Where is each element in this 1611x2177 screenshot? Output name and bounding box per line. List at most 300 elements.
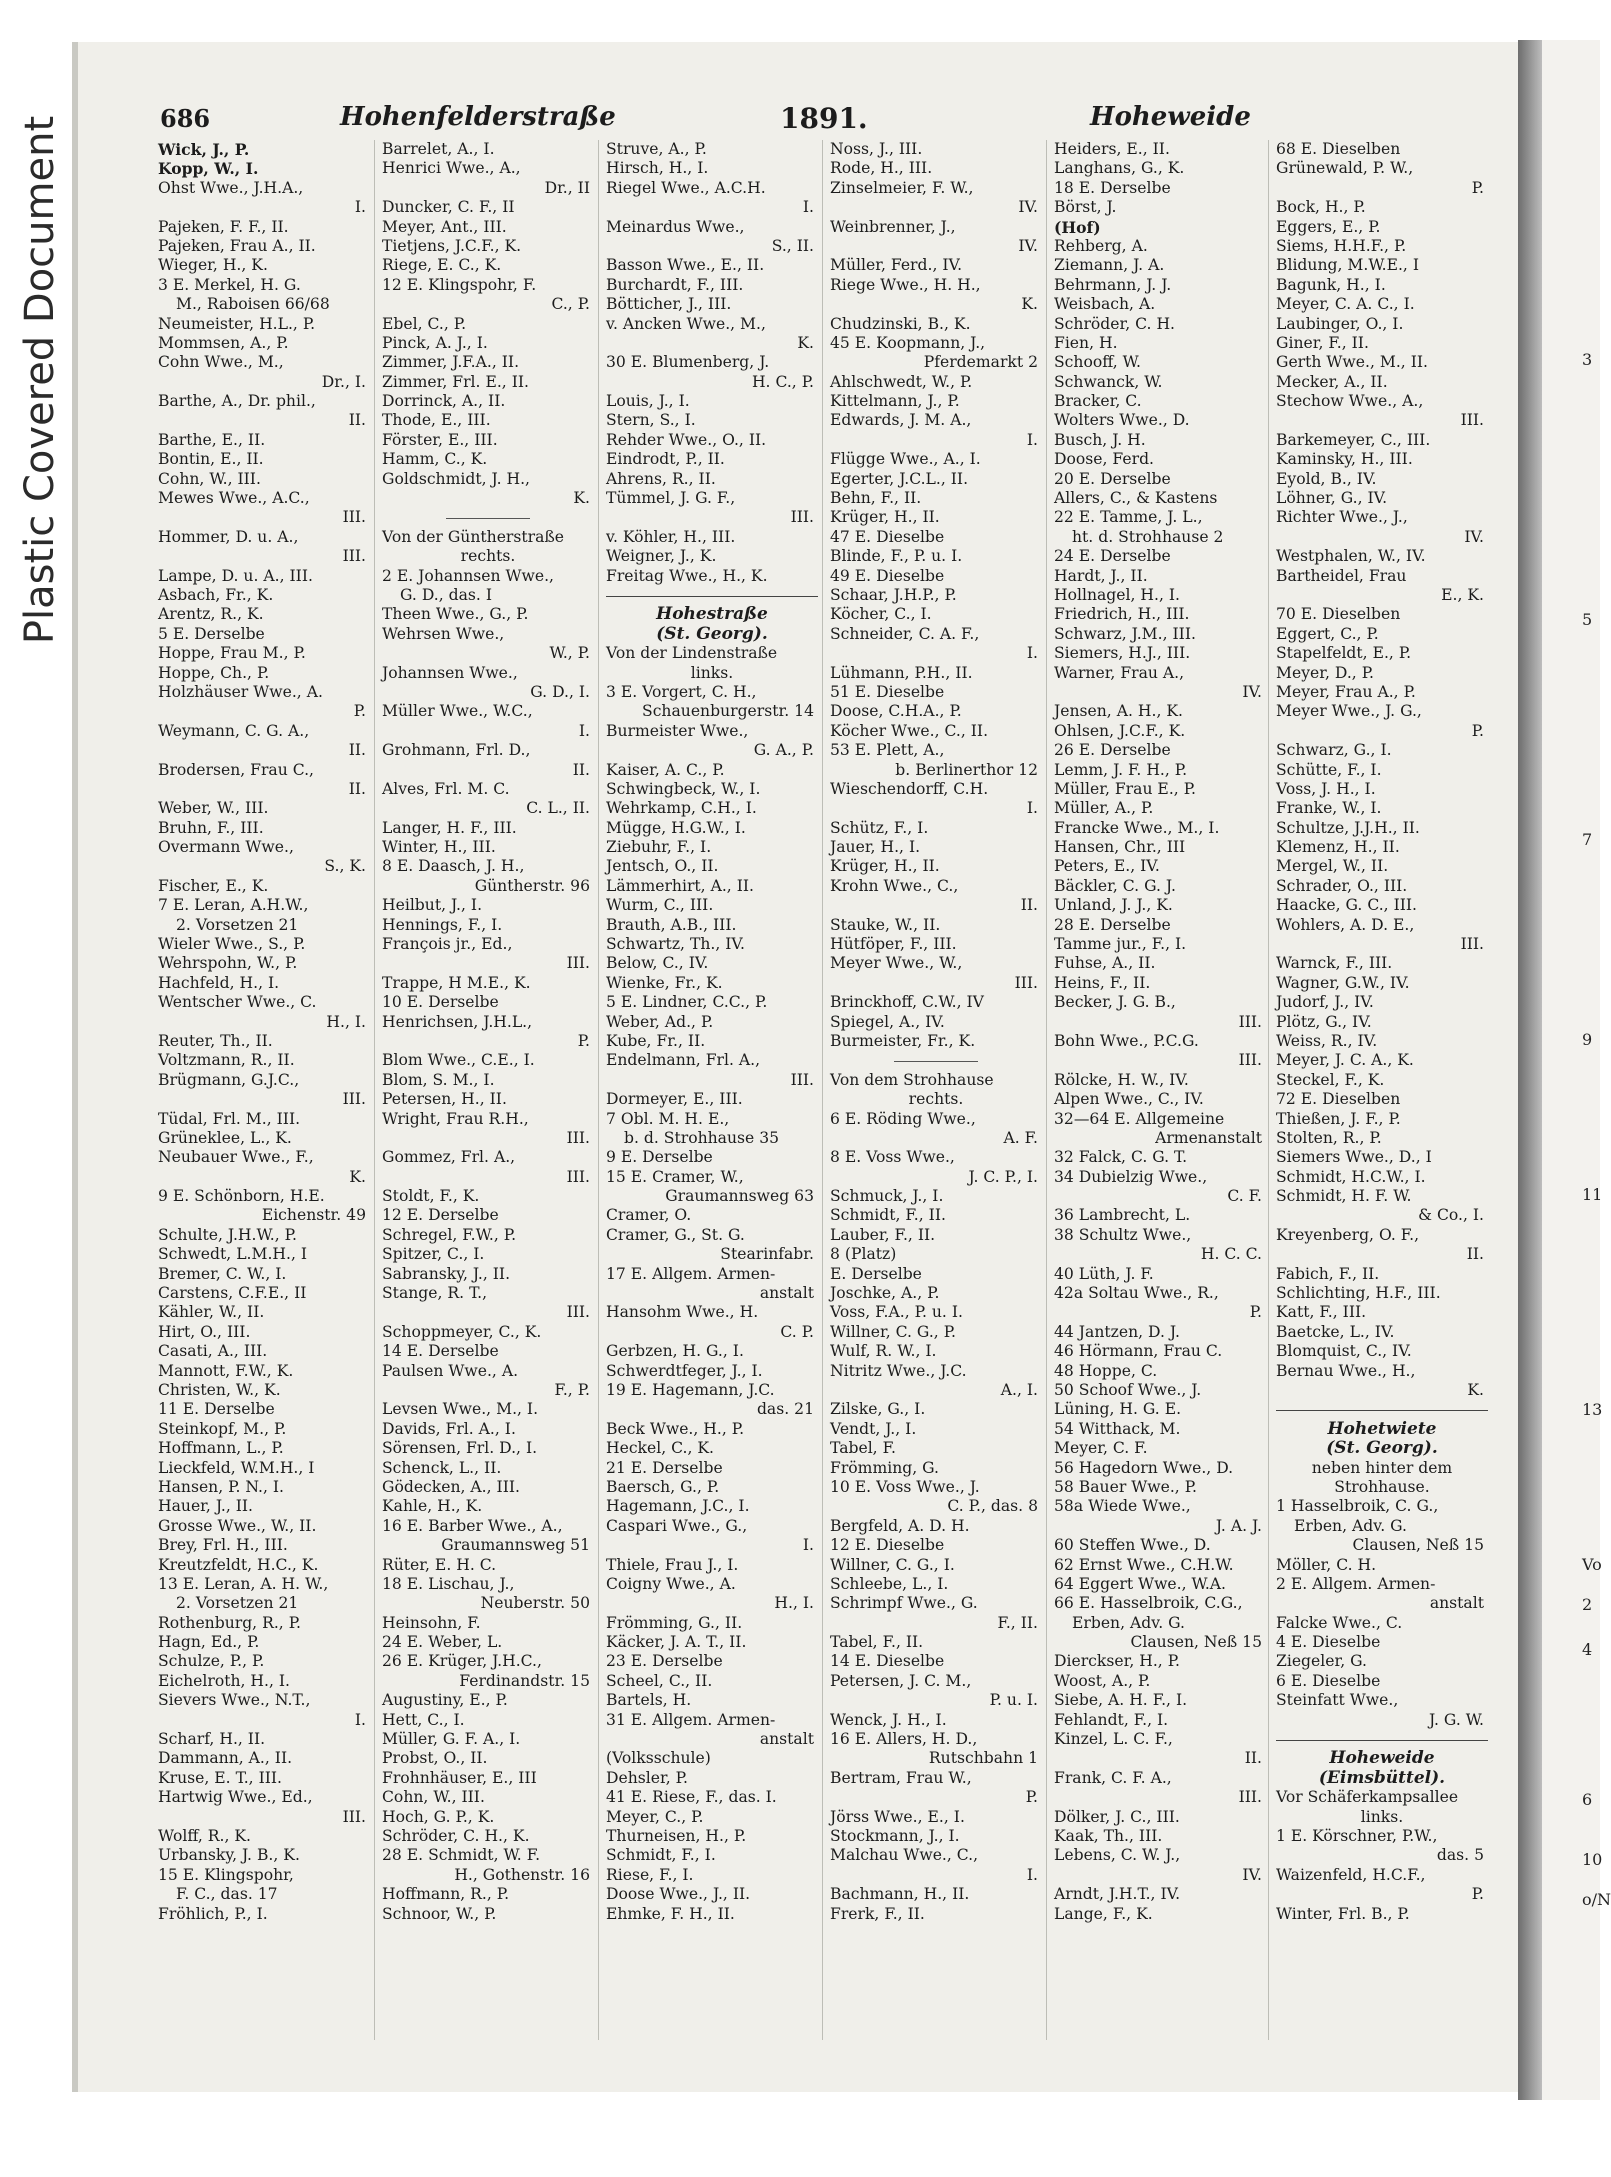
directory-entry: Schwarz, J.M., III. xyxy=(1054,624,1196,643)
directory-entry: Schwerdtfeger, J., I. xyxy=(606,1361,763,1380)
directory-entry: III. xyxy=(566,1303,590,1322)
directory-entry: Riese, F., I. xyxy=(606,1865,694,1884)
directory-column-2 xyxy=(382,140,594,2100)
directory-entry: Hütföper, F., III. xyxy=(830,935,957,954)
directory-entry: rechts. xyxy=(460,547,516,566)
directory-entry: 7 Obl. M. H. E., xyxy=(606,1109,730,1128)
street-heading: (Eimsbüttel). xyxy=(1318,1767,1446,1788)
directory-entry: Eichelroth, H., I. xyxy=(158,1671,291,1690)
directory-entry: S., II. xyxy=(771,236,814,255)
adjacent-page-number: 11 xyxy=(1582,1185,1603,1204)
directory-entry: Hennings, F., I. xyxy=(382,915,503,934)
directory-entry: Tamme jur., F., I. xyxy=(1054,935,1187,954)
directory-entry: 30 E. Blumenberg, J. xyxy=(606,353,770,372)
directory-entry: Bergfeld, A. D. H. xyxy=(830,1516,970,1535)
directory-entry: 53 E. Plett, A., xyxy=(830,741,945,760)
directory-entry: Rölcke, H. W., IV. xyxy=(1054,1070,1189,1089)
directory-entry: Kube, Fr., II. xyxy=(606,1031,706,1050)
directory-entry: Bartheidel, Frau xyxy=(1276,566,1407,585)
directory-entry: v. Ancken Wwe., M., xyxy=(606,314,766,333)
directory-entry: Schrader, O., III. xyxy=(1276,876,1408,895)
directory-entry: 64 Eggert Wwe., W.A. xyxy=(1054,1574,1227,1593)
directory-entry: Rüter, E. H. C. xyxy=(382,1555,497,1574)
directory-entry: Urbansky, J. B., K. xyxy=(158,1846,300,1865)
directory-entry: Hett, C., I. xyxy=(382,1710,465,1729)
directory-entry: Schröder, C. H. xyxy=(1054,314,1176,333)
directory-entry: Frohnhäuser, E., III xyxy=(382,1768,537,1787)
directory-entry: 62 Ernst Wwe., C.H.W. xyxy=(1054,1555,1234,1574)
directory-entry: Bachmann, H., II. xyxy=(830,1885,970,1904)
adjacent-page-number: 13 xyxy=(1582,1400,1603,1419)
directory-entry: A., I. xyxy=(1000,1381,1038,1399)
directory-entry: Judorf, J., IV. xyxy=(1276,993,1374,1012)
directory-entry: 13 E. Leran, A. H. W., xyxy=(158,1574,329,1593)
sidebar-label: Plastic Covered Document xyxy=(17,115,63,645)
directory-entry: anstalt xyxy=(1429,1594,1484,1613)
directory-entry: H., I. xyxy=(326,1012,366,1031)
directory-entry: Sörensen, Frl. D., I. xyxy=(382,1439,538,1458)
directory-entry: Egerter, J.C.L., II. xyxy=(830,469,969,488)
directory-entry: Doose, Ferd. xyxy=(1054,450,1155,469)
directory-entry: Waizenfeld, H.C.F., xyxy=(1276,1865,1426,1884)
directory-entry: Zilske, G., I. xyxy=(830,1400,926,1419)
directory-entry: 9 E. Derselbe xyxy=(606,1148,713,1167)
directory-entry: 2. Vorsetzen 21 xyxy=(176,915,299,934)
directory-entry: Neubauer Wwe., F., xyxy=(158,1148,314,1167)
directory-entry: Cohn, W., III. xyxy=(158,469,261,488)
adjacent-page-number: 10 xyxy=(1582,1850,1603,1869)
directory-entry: v. Köhler, H., III. xyxy=(606,527,736,546)
directory-entry: Eggers, E., P. xyxy=(1276,217,1381,236)
directory-entry: Krüger, H., II. xyxy=(830,857,940,876)
directory-entry: Heilbut, J., I. xyxy=(382,896,483,915)
directory-entry: Blidung, M.W.E., I xyxy=(1276,256,1419,275)
directory-entry: J. A. J. xyxy=(1215,1516,1262,1535)
directory-entry: Heckel, C., K. xyxy=(606,1439,714,1458)
directory-entry: Busch, J. H. xyxy=(1054,430,1146,449)
directory-entry: Neumeister, H.L., P. xyxy=(158,314,316,333)
directory-entry: Krüger, H., II. xyxy=(830,508,940,527)
directory-entry: P. xyxy=(577,1031,590,1050)
directory-entry: Fien, H. xyxy=(1054,333,1118,352)
directory-entry: Gerth Wwe., M., II. xyxy=(1276,353,1428,372)
directory-entry: A. F. xyxy=(1003,1128,1038,1147)
directory-entry: Clausen, Neß 15 xyxy=(1130,1633,1262,1652)
directory-entry: Ohlsen, J.C.F., K. xyxy=(1054,721,1186,740)
directory-entry: 66 E. Hasselbroik, C.G., xyxy=(1054,1594,1243,1613)
column-separator xyxy=(374,140,375,2040)
directory-entry: Lieckfeld, W.M.H., I xyxy=(158,1458,315,1477)
directory-entry: Heinsohn, F. xyxy=(382,1613,481,1632)
directory-entry: Woost, A., P. xyxy=(1054,1671,1151,1690)
directory-entry: Hauer, J., II. xyxy=(158,1497,254,1516)
directory-entry: 19 E. Hagemann, J.C. xyxy=(606,1381,775,1399)
directory-entry: Henrici Wwe., A., xyxy=(382,159,521,178)
adjacent-page-number: 5 xyxy=(1582,610,1593,629)
directory-entry: 23 E. Derselbe xyxy=(606,1652,723,1671)
directory-entry: Käcker, J. A. T., II. xyxy=(606,1633,747,1652)
adjacent-page-number: 4 xyxy=(1582,1640,1593,1659)
directory-entry: III. xyxy=(1460,935,1484,954)
directory-entry: Schnoor, W., P. xyxy=(382,1904,497,1923)
directory-entry: IV. xyxy=(1018,236,1038,255)
directory-entry: 18 E. Derselbe xyxy=(1054,178,1171,197)
directory-entry: Ohst Wwe., J.H.A., xyxy=(158,178,304,197)
directory-entry: 41 E. Riese, F., das. I. xyxy=(606,1788,777,1807)
directory-entry: Schütz, F., I. xyxy=(830,818,929,837)
directory-entry: Wieler Wwe., S., P. xyxy=(158,935,306,954)
directory-entry: Dr., II xyxy=(544,178,590,197)
directory-entry: Theen Wwe., G., P. xyxy=(382,605,529,624)
directory-entry: Franke, W., I. xyxy=(1276,799,1382,818)
directory-entry: (Hof) xyxy=(1054,217,1101,237)
directory-entry: Schulze, P., P. xyxy=(158,1652,265,1671)
directory-entry: 24 E. Weber, L. xyxy=(382,1633,503,1652)
directory-entry: Probst, O., II. xyxy=(382,1749,488,1768)
directory-entry: Hirt, O., III. xyxy=(158,1322,251,1341)
directory-entry: Hirsch, H., I. xyxy=(606,159,709,178)
directory-entry: Gödecken, A., III. xyxy=(382,1477,520,1496)
directory-entry: E., K. xyxy=(1441,585,1484,604)
directory-entry: Bernau Wwe., H., xyxy=(1276,1361,1416,1380)
directory-entry: 2 E. Johannsen Wwe., xyxy=(382,566,554,585)
directory-entry: Weisbach, A. xyxy=(1054,295,1156,314)
directory-entry: 34 Dubielzig Wwe., xyxy=(1054,1167,1208,1186)
directory-entry: 58a Wiede Wwe., xyxy=(1054,1497,1191,1516)
adjacent-page-number: 7 xyxy=(1582,830,1593,849)
directory-entry: Petersen, H., II. xyxy=(382,1090,507,1109)
directory-entry: C. P. xyxy=(780,1322,814,1341)
directory-entry: G. A., P. xyxy=(753,741,814,760)
directory-entry: I. xyxy=(1026,1865,1038,1884)
directory-entry: II. xyxy=(348,779,366,798)
directory-entry: Voss, J. H., I. xyxy=(1276,779,1376,798)
directory-entry: Schooff, W. xyxy=(1054,353,1141,372)
directory-entry: G. D., das. I xyxy=(400,585,492,604)
directory-column-1 xyxy=(158,140,370,2100)
directory-entry: Alves, Frl. M. C. xyxy=(382,779,510,798)
directory-entry: II. xyxy=(572,760,590,779)
directory-entry: Chudzinski, B., K. xyxy=(830,314,971,333)
directory-entry: Grohmann, Frl. D., xyxy=(382,741,531,760)
directory-entry: 6 E. Röding Wwe., xyxy=(830,1109,976,1128)
directory-entry: Bracker, C. xyxy=(1054,392,1142,411)
directory-entry: Graumannsweg 63 xyxy=(665,1187,814,1206)
directory-entry: 3 E. Merkel, H. G. xyxy=(158,275,301,294)
directory-entry: 14 E. Derselbe xyxy=(382,1342,499,1361)
directory-entry: Kähler, W., II. xyxy=(158,1303,265,1322)
directory-entry: Kaiser, A. C., P. xyxy=(606,760,725,779)
directory-entry: Von der Güntherstraße xyxy=(382,527,565,546)
directory-entry: H. C. C. xyxy=(1200,1245,1262,1264)
directory-entry: III. xyxy=(566,1167,590,1186)
directory-entry: Hoffmann, L., P. xyxy=(158,1439,284,1458)
directory-entry: J. C. P., I. xyxy=(968,1167,1038,1186)
directory-entry: Wolff, R., K. xyxy=(158,1826,251,1845)
directory-entry: Reuter, Th., II. xyxy=(158,1031,273,1050)
directory-entry: I. xyxy=(354,198,366,217)
directory-entry: Fuhse, A., II. xyxy=(1054,954,1156,973)
directory-entry: Schmidt, H. F. W. xyxy=(1276,1187,1412,1206)
directory-entry: Krohn Wwe., C., xyxy=(830,876,959,895)
directory-entry: Zimmer, Frl. E., II. xyxy=(382,372,529,391)
directory-entry: Scharf, H., II. xyxy=(158,1730,266,1749)
directory-entry: Hommer, D. u. A., xyxy=(158,527,299,546)
directory-column-3 xyxy=(606,140,818,2100)
directory-entry: Meyer, Frau A., P. xyxy=(1276,682,1416,701)
directory-entry: W., P. xyxy=(549,644,590,663)
directory-entry: F., II. xyxy=(997,1613,1038,1632)
directory-entry: 14 E. Dieselbe xyxy=(830,1652,945,1671)
directory-entry: Zimmer, J.F.A., II. xyxy=(382,353,520,372)
directory-entry: Holzhäuser Wwe., A. xyxy=(158,682,323,701)
directory-entry: Tüdal, Frl. M., III. xyxy=(158,1109,301,1128)
directory-entry: P. xyxy=(1471,721,1484,740)
adjacent-page-number: 3 xyxy=(1582,350,1593,369)
directory-entry: Schmidt, F., II. xyxy=(830,1206,946,1225)
directory-entry: 48 Hoppe, C. xyxy=(1054,1361,1158,1380)
directory-entry: III. xyxy=(342,1807,366,1826)
directory-entry: Alpen Wwe., C., IV. xyxy=(1054,1090,1204,1109)
directory-entry: I. xyxy=(1026,430,1038,449)
directory-entry: Kreutzfeldt, H.C., K. xyxy=(158,1555,319,1574)
directory-entry: Henrichsen, J.H.L., xyxy=(382,1012,533,1031)
directory-entry: 38 Schultz Wwe., xyxy=(1054,1225,1192,1244)
directory-entry: Schenck, L., II. xyxy=(382,1458,502,1477)
directory-entry: 28 E. Schmidt, W. F. xyxy=(382,1846,541,1865)
directory-entry: Hardt, J., II. xyxy=(1054,566,1148,585)
directory-entry: Schlichting, H.F., III. xyxy=(1276,1284,1441,1303)
directory-entry: Doose Wwe., J., II. xyxy=(606,1885,751,1904)
directory-entry: Löhner, G., IV. xyxy=(1276,489,1388,508)
directory-entry: Kaak, Th., III. xyxy=(1054,1826,1163,1845)
directory-entry: K. xyxy=(349,1167,366,1186)
directory-entry: Strohhause. xyxy=(1334,1477,1430,1496)
directory-entry: 1 E. Körschner, P.W., xyxy=(1276,1826,1438,1845)
directory-entry: Erben, Adv. G. xyxy=(1072,1613,1185,1632)
directory-entry: Rutschbahn 1 xyxy=(928,1749,1038,1768)
directory-entry: Fröhlich, P., I. xyxy=(158,1904,268,1923)
directory-column-6 xyxy=(1276,140,1488,2100)
directory-entry: 3 E. Vorgert, C. H., xyxy=(606,682,757,701)
directory-entry: Cramer, O. xyxy=(606,1206,692,1225)
directory-entry: Stern, S., I. xyxy=(606,411,696,430)
directory-entry: Hansen, P. N., I. xyxy=(158,1477,285,1496)
directory-entry: Neuberstr. 50 xyxy=(480,1594,590,1613)
directory-entry: Stearinfabr. xyxy=(720,1245,814,1264)
directory-entry: Stoldt, F., K. xyxy=(382,1187,480,1206)
directory-entry: IV. xyxy=(1242,1865,1262,1884)
column-separator xyxy=(1268,140,1269,2040)
directory-entry: Wick, J., P. xyxy=(158,140,250,159)
directory-entry: III. xyxy=(790,1070,814,1089)
directory-entry: Kinzel, L. C. F., xyxy=(1054,1730,1173,1749)
directory-entry: Thurneisen, H., P. xyxy=(606,1826,747,1845)
directory-entry: III. xyxy=(342,1090,366,1109)
directory-entry: b. d. Strohhause 35 xyxy=(624,1128,780,1147)
directory-entry: Müller Wwe., W.C., xyxy=(382,702,533,721)
column-separator xyxy=(822,140,823,2040)
directory-entry: Laubinger, O., I. xyxy=(1276,314,1404,333)
directory-entry: Grüneklee, L., K. xyxy=(158,1128,292,1147)
directory-entry: Wurm, C., III. xyxy=(606,896,714,915)
directory-entry: Schmidt, F., I. xyxy=(606,1846,716,1865)
directory-entry: H., Gothenstr. 16 xyxy=(454,1865,590,1884)
directory-entry: Ferdinandstr. 15 xyxy=(459,1671,590,1690)
directory-entry: 17 E. Allgem. Armen- xyxy=(606,1264,776,1283)
directory-entry: 31 E. Allgem. Armen- xyxy=(606,1710,776,1729)
directory-entry: Stechow Wwe., A., xyxy=(1276,392,1424,411)
directory-entry: Wolters Wwe., D. xyxy=(1054,411,1190,430)
directory-entry: I. xyxy=(802,1536,814,1555)
directory-entry: F. C., das. 17 xyxy=(176,1885,278,1904)
directory-entry: Hoffmann, R., P. xyxy=(382,1885,510,1904)
directory-entry: Burchardt, F., III. xyxy=(606,275,744,294)
directory-entry: P. xyxy=(1025,1788,1038,1807)
directory-entry: Mügge, H.G.W., I. xyxy=(606,818,746,837)
directory-entry: Noss, J., III. xyxy=(830,140,923,158)
directory-entry: 16 E. Allers, H. D., xyxy=(830,1730,978,1749)
directory-entry: P. xyxy=(1471,178,1484,197)
directory-entry: Weber, W., III. xyxy=(158,799,269,818)
directory-entry: Blom, S. M., I. xyxy=(382,1070,495,1089)
directory-entry: IV. xyxy=(1464,527,1484,546)
directory-entry: Gommez, Frl. A., xyxy=(382,1148,516,1167)
directory-entry: Scheel, C., II. xyxy=(606,1671,713,1690)
directory-entry: Schmuck, J., I. xyxy=(830,1187,944,1206)
directory-entry: Wehrsen Wwe., xyxy=(382,624,505,643)
directory-entry: Meyer Wwe., W., xyxy=(830,954,963,973)
directory-entry: Lange, F., K. xyxy=(1054,1904,1153,1923)
directory-entry: Meyer, J. C. A., K. xyxy=(1276,1051,1414,1070)
directory-entry: K. xyxy=(1467,1381,1484,1399)
directory-entry: Hartwig Wwe., Ed., xyxy=(158,1788,313,1807)
directory-entry: III. xyxy=(1238,1051,1262,1070)
directory-entry: Riege, E. C., K. xyxy=(382,256,502,275)
street-heading: Hohetwiete xyxy=(1327,1418,1437,1439)
directory-entry: Stolten, R., P. xyxy=(1276,1128,1382,1147)
directory-entry: Siemers, H.J., III. xyxy=(1054,644,1191,663)
directory-entry: 68 E. Dieselben xyxy=(1276,140,1401,158)
directory-entry: Lauber, F., II. xyxy=(830,1225,936,1244)
directory-entry: Müller, Frau E., P. xyxy=(1054,779,1196,798)
directory-entry: Stapelfeldt, E., P. xyxy=(1276,644,1412,663)
directory-entry: Brauth, A.B., III. xyxy=(606,915,737,934)
directory-entry: 58 Bauer Wwe., P. xyxy=(1054,1477,1197,1496)
directory-entry: 72 E. Dieselben xyxy=(1276,1090,1401,1109)
directory-entry: Meyer, C. F. xyxy=(1054,1439,1148,1458)
directory-entry: Schneider, C. A. F., xyxy=(830,624,980,643)
sidebar-strip xyxy=(0,0,68,2177)
directory-entry: Petersen, J. C. M., xyxy=(830,1671,972,1690)
directory-entry: 32 Falck, C. G. T. xyxy=(1054,1148,1188,1167)
directory-entry: I. xyxy=(354,1710,366,1729)
directory-entry: Eyold, B., IV. xyxy=(1276,469,1377,488)
directory-entry: 16 E. Barber Wwe., A., xyxy=(382,1516,563,1535)
directory-entry: Gerbzen, H. G., I. xyxy=(606,1342,744,1361)
directory-entry: Vendt, J., I. xyxy=(830,1419,917,1438)
divider xyxy=(606,586,818,605)
directory-entry: Struve, A., P. xyxy=(606,140,707,158)
directory-entry: Barthe, E., II. xyxy=(158,430,266,449)
directory-entry: Schleebe, L., I. xyxy=(830,1574,949,1593)
directory-entry: Dehsler, P. xyxy=(606,1768,688,1787)
directory-entry: Kittelmann, J., P. xyxy=(830,392,960,411)
directory-entry: Müller, A., P. xyxy=(1054,799,1154,818)
directory-entry: Bartels, H. xyxy=(606,1691,692,1710)
directory-entry: Bohn Wwe., P.C.G. xyxy=(1054,1031,1199,1050)
directory-entry: 8 E. Daasch, J. H., xyxy=(382,857,525,876)
directory-entry: Davids, Frl. A., I. xyxy=(382,1419,516,1438)
directory-entry: Mergel, W., II. xyxy=(1276,857,1389,876)
directory-entry: Ziemann, J. A. xyxy=(1054,256,1165,275)
directory-entry: Heiders, E., II. xyxy=(1054,140,1170,158)
directory-entry: Jentsch, O., II. xyxy=(606,857,719,876)
directory-entry: Cohn Wwe., M., xyxy=(158,353,284,372)
directory-entry: I. xyxy=(578,721,590,740)
directory-entry: III. xyxy=(342,547,366,566)
directory-entry: Wright, Frau R.H., xyxy=(382,1109,529,1128)
directory-entry: Nitritz Wwe., J.C. xyxy=(830,1361,967,1380)
page-number: 686 xyxy=(160,104,211,133)
directory-entry: Bruhn, F., III. xyxy=(158,818,264,837)
adjacent-page-number: o/N xyxy=(1582,1890,1611,1909)
directory-entry: Schaar, J.H.P., P. xyxy=(830,585,957,604)
directory-entry: Heins, F., II. xyxy=(1054,973,1151,992)
directory-entry: Hansohm Wwe., H. xyxy=(606,1303,759,1322)
directory-entry: Steckel, F., K. xyxy=(1276,1070,1385,1089)
directory-entry: Jensen, A. H., K. xyxy=(1054,702,1183,721)
directory-entry: Fabich, F., II. xyxy=(1276,1264,1380,1283)
directory-entry: K. xyxy=(1021,295,1038,314)
directory-entry: Francke Wwe., M., I. xyxy=(1054,818,1220,837)
directory-entry: Kreyenberg, O. F., xyxy=(1276,1225,1420,1244)
directory-entry: 70 E. Dieselben xyxy=(1276,605,1401,624)
directory-entry: 24 E. Derselbe xyxy=(1054,547,1171,566)
directory-entry: Möller, C. H. xyxy=(1276,1555,1377,1574)
directory-entry: Bock, H., P. xyxy=(1276,198,1366,217)
directory-entry: Tümmel, J. G. F., xyxy=(606,489,736,508)
directory-entry: Mommsen, A., P. xyxy=(158,333,289,352)
directory-entry: Tabel, F. xyxy=(830,1439,896,1458)
directory-entry: Casati, A., III. xyxy=(158,1342,268,1361)
directory-entry: P. xyxy=(1249,1303,1262,1322)
directory-entry: 40 Lüth, J. F. xyxy=(1054,1264,1154,1283)
directory-entry: Basson Wwe., E., II. xyxy=(606,256,765,275)
directory-entry: 45 E. Koopmann, J., xyxy=(830,333,986,352)
directory-entry: Brey, Frl. H., III. xyxy=(158,1536,288,1555)
directory-column-4 xyxy=(830,140,1042,2100)
directory-entry: Barkemeyer, C., III. xyxy=(1276,430,1431,449)
directory-entry: Frerk, F., II. xyxy=(830,1904,925,1923)
directory-entry: Jörss Wwe., E., I. xyxy=(830,1807,965,1826)
directory-entry: Schröder, C. H., K. xyxy=(382,1826,530,1845)
directory-entry: K. xyxy=(797,333,814,352)
directory-entry: Frömming, G., II. xyxy=(606,1613,743,1632)
directory-entry: Winter, Frl. B., P. xyxy=(1276,1904,1410,1923)
right-street-heading: Hoheweide xyxy=(1090,102,1251,132)
directory-entry: ht. d. Strohhause 2 xyxy=(1072,527,1224,546)
directory-entry: 28 E. Derselbe xyxy=(1054,915,1171,934)
directory-entry: Joschke, A., P. xyxy=(830,1284,940,1303)
directory-entry: Dierckser, H., P. xyxy=(1054,1652,1180,1671)
directory-entry: Hollnagel, H., I. xyxy=(1054,585,1180,604)
adjacent-page-number: 2 xyxy=(1582,1595,1593,1614)
directory-entry: Grosse Wwe., W., II. xyxy=(158,1516,317,1535)
directory-entry: Ziebuhr, F., I. xyxy=(606,838,712,857)
directory-entry: Lampe, D. u. A., III. xyxy=(158,566,313,585)
directory-entry: Mecker, A., II. xyxy=(1276,372,1388,391)
